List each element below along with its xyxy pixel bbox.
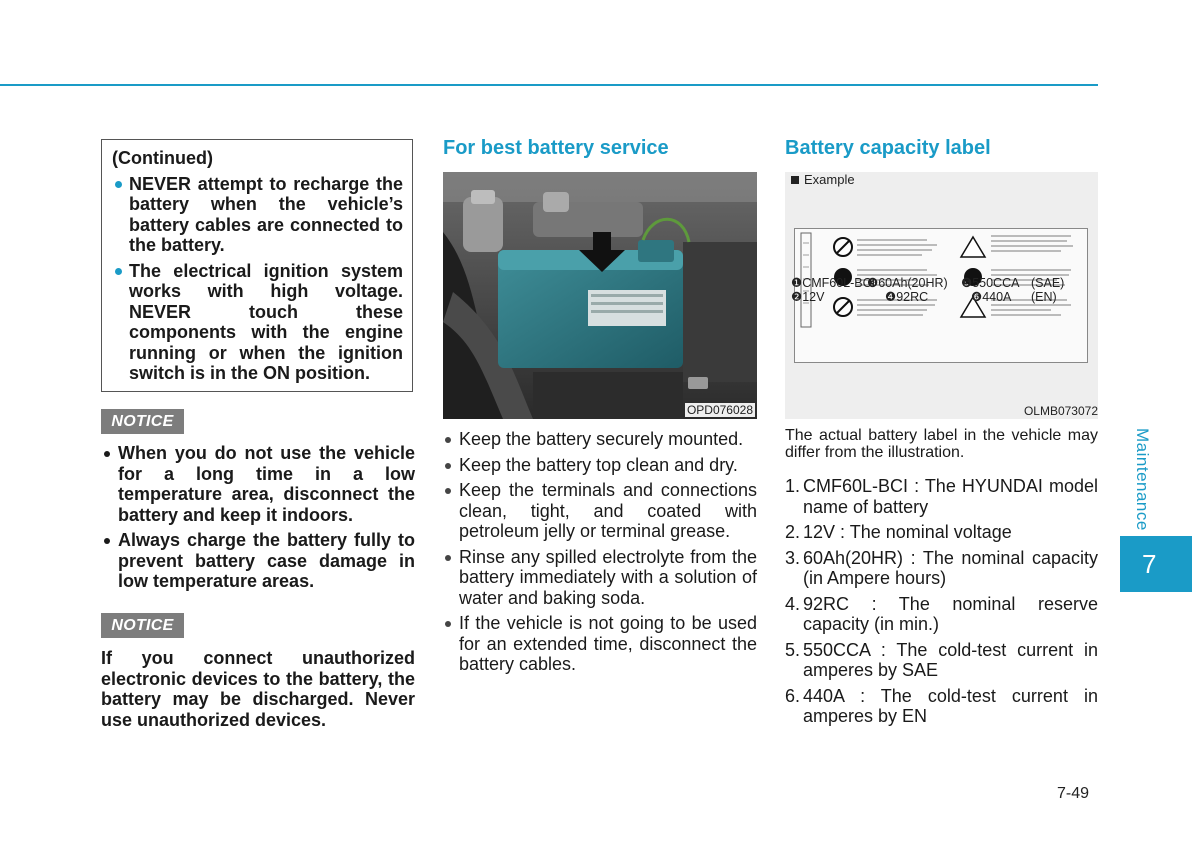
definition-item: 4. 92RC : The nominal reserve capacity (in min.) — [785, 593, 1098, 634]
label-code: ❻440A — [971, 290, 1012, 304]
warning-continued: (Continued) — [112, 148, 213, 168]
definition-item: 5. 550CCA : The cold-test current in amperes by SAE — [785, 639, 1098, 680]
battery-label-figure — [785, 172, 1098, 419]
warning-item: The electrical ignition system works with high voltage. NEVER touch these components with the engine running or when the ignition switch is in the ON position. — [112, 261, 403, 384]
header-rule — [0, 84, 1098, 86]
label-codes — [791, 276, 1075, 304]
notice-badge: NOTICE — [101, 409, 184, 434]
list-item: Keep the terminals and connections clean, tight, and coated with petroleum jelly or terminal grease. — [443, 480, 757, 542]
label-note: The actual battery label in the vehicle may differ from the illustration. — [785, 427, 1098, 461]
section-title-best-service: For best battery service — [443, 137, 669, 159]
list-item: If the vehicle is not going to be used for an extended time, disconnect the battery cables. — [443, 613, 757, 675]
battery-photo — [443, 172, 757, 419]
notice-badge: NOTICE — [101, 613, 184, 638]
label-code: ❹92RC — [885, 290, 929, 304]
notice-text: If you connect unauthorized electronic devices to the battery, the battery may be discharged. Never use unauthorized devices. — [101, 648, 415, 730]
best-service-list — [443, 429, 757, 680]
section-title-capacity-label: Battery capacity label — [785, 137, 991, 159]
notice-item: When you do not use the vehicle for a long time in a low temperature area, disconnect the battery and keep it indoors. — [101, 443, 415, 525]
example-caption: Example — [791, 172, 855, 188]
definition-item: 3. 60Ah(20HR) : The nominal capacity (in Ampere hours) — [785, 547, 1098, 588]
definition-item: 6. 440A : The cold-test current in amperes by EN — [785, 685, 1098, 726]
list-item: Keep the battery securely mounted. — [443, 429, 757, 450]
page-number: 7-49 — [1057, 785, 1090, 802]
section-side-label: Maintenance — [1133, 428, 1152, 531]
warning-box — [101, 139, 413, 392]
label-code: (SAE) — [1031, 276, 1065, 290]
notice-list — [101, 443, 415, 597]
label-code: (EN) — [1031, 290, 1057, 304]
list-item: Keep the battery top clean and dry. — [443, 455, 757, 476]
label-code: ❸60Ah(20HR) — [867, 276, 948, 290]
definition-item: 2. 12V : The nominal voltage — [785, 522, 1012, 542]
square-icon — [791, 176, 799, 184]
label-code: ❷12V — [791, 290, 825, 304]
notice-item: Always charge the battery fully to prevent battery case damage in low temperature areas. — [101, 530, 415, 592]
label-code: ❶CMF60L-BCI — [791, 276, 876, 290]
label-code: ❺550CCA — [961, 276, 1020, 290]
warning-list — [112, 174, 403, 384]
image-caption: OPD076028 — [686, 403, 753, 417]
engine-bay-illustration — [443, 172, 757, 419]
capacity-definitions-list — [785, 476, 1098, 732]
definition-item: 1. CMF60L-BCI : The HYUNDAI model name of battery — [785, 476, 1098, 517]
image-caption: OLMB073072 — [1023, 404, 1098, 418]
chapter-tab: 7 — [1120, 536, 1192, 592]
warning-item: NEVER attempt to recharge the battery when the vehicle’s battery cables are connected to the battery. — [112, 174, 403, 256]
list-item: Rinse any spilled electrolyte from the battery immediately with a solution of water and baking soda. — [443, 547, 757, 609]
